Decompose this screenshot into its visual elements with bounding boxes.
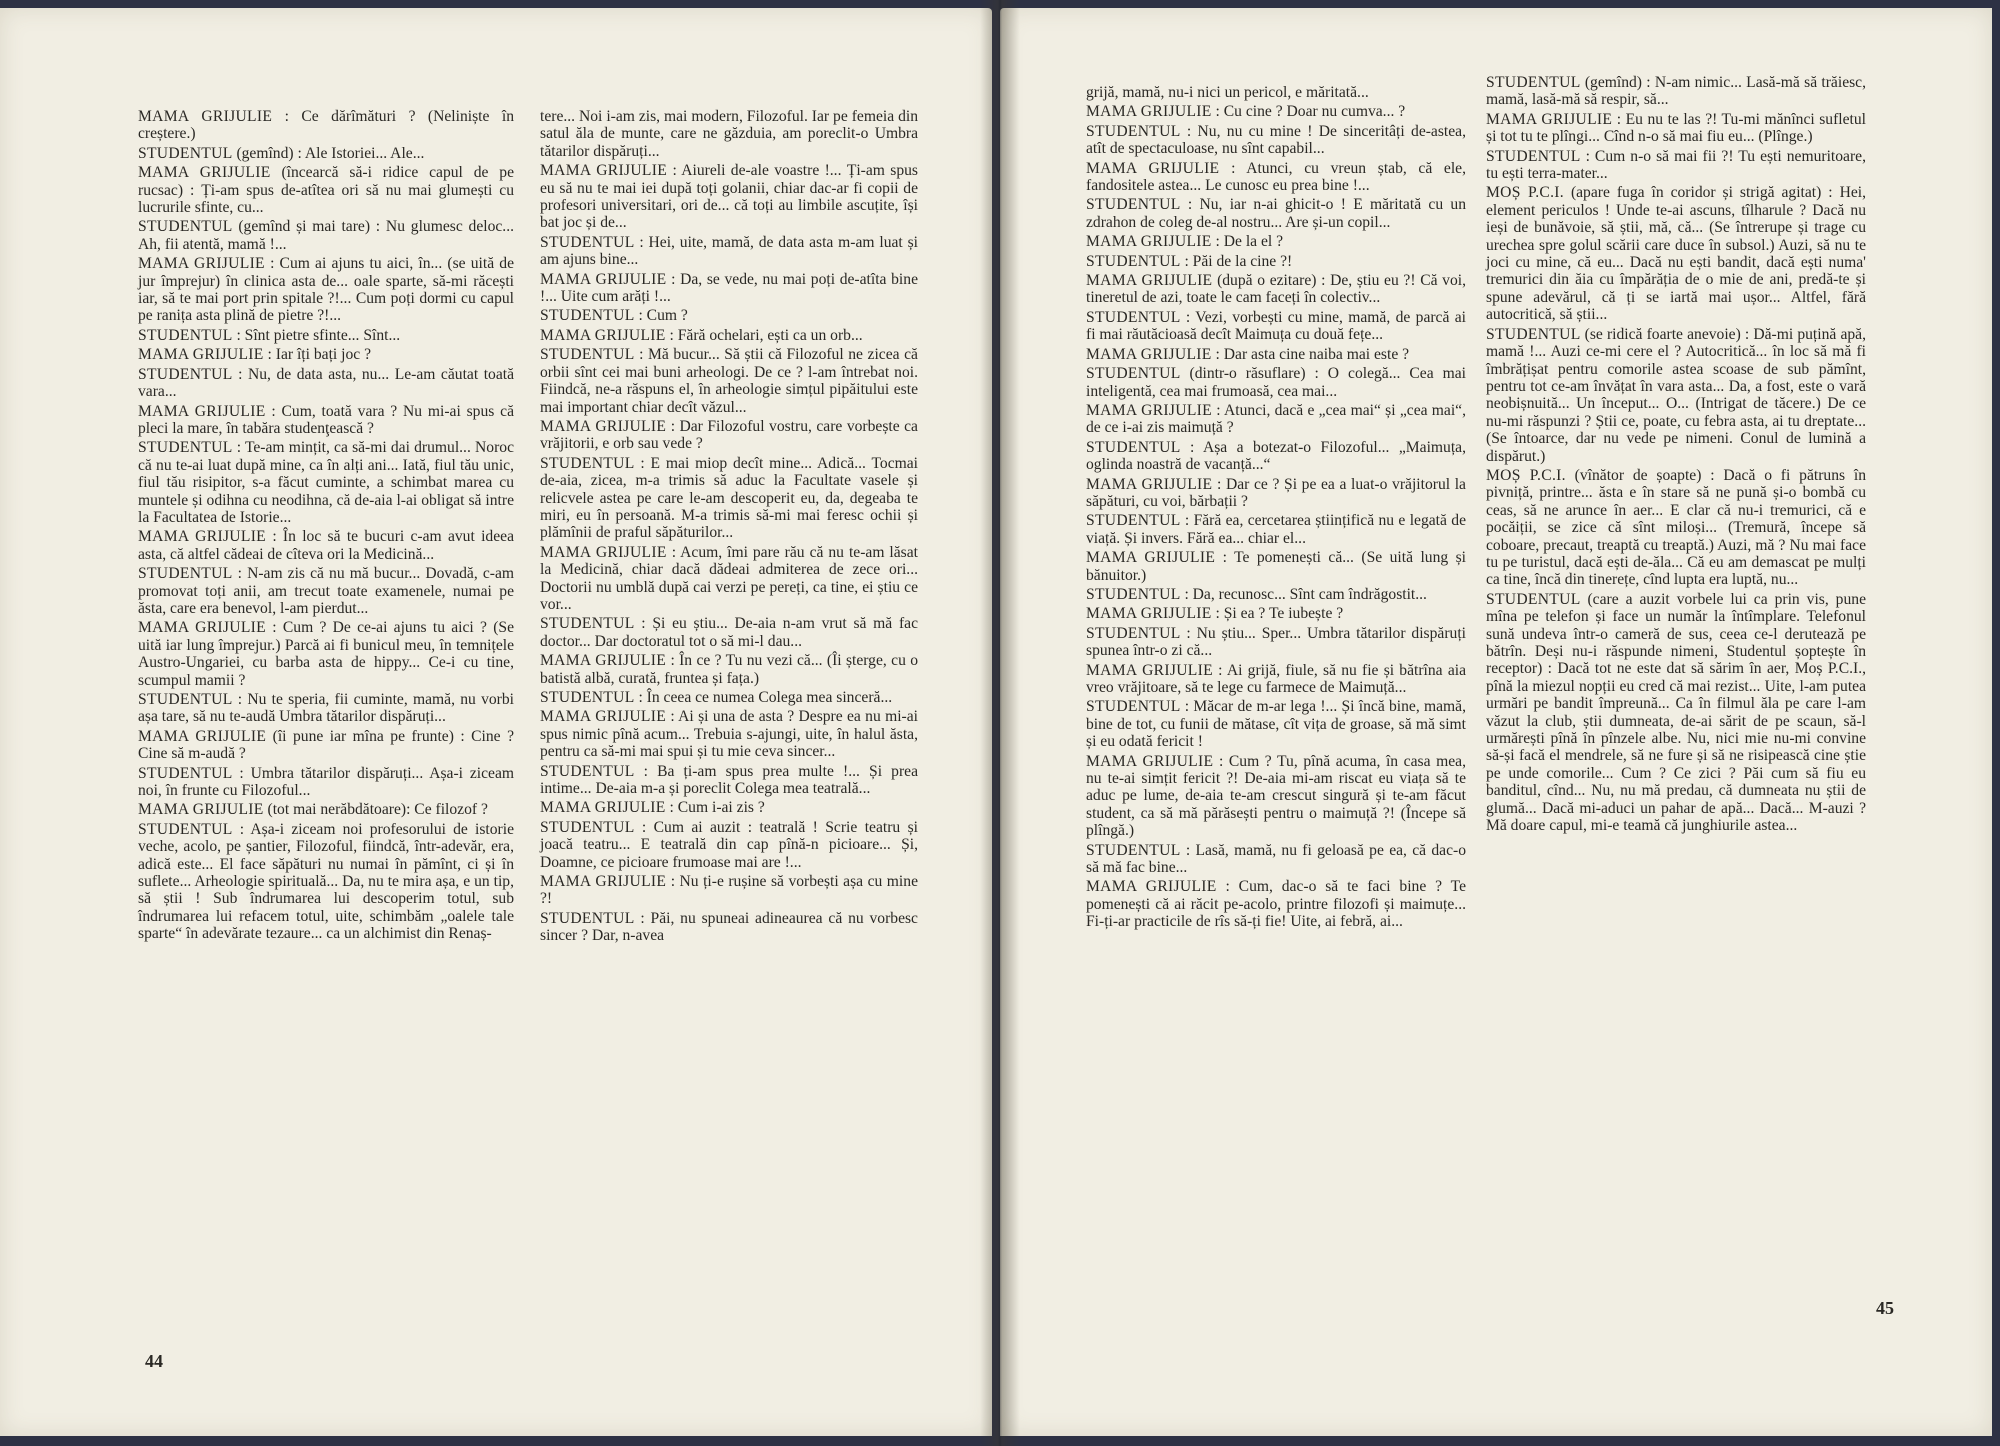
dialogue-line xyxy=(1486,74,1866,109)
speaker-name: MAMA GRIJULIE xyxy=(1086,401,1212,419)
speaker-name: MAMA GRIJULIE xyxy=(138,402,266,420)
speaker-name: MAMA GRIJULIE xyxy=(1086,605,1212,623)
dialogue-line xyxy=(1086,512,1466,547)
dialogue-line xyxy=(138,765,514,800)
dialogue-text: : N-am zis că nu mă bucur... Dovadă, c-am promovat toți anii, am trecut toate examenele, numai pe ăsta, care era benevol, l-am pierdut... xyxy=(138,565,514,617)
speaker-name: MAMA GRIJULIE xyxy=(1086,272,1213,290)
speaker-name: STUDENTUL xyxy=(540,818,635,836)
dialogue-line xyxy=(1486,111,1866,146)
speaker-name: MAMA GRIJULIE xyxy=(540,162,668,180)
speaker-name: MAMA GRIJULIE xyxy=(540,799,666,817)
speaker-name: MAMA GRIJULIE xyxy=(1086,475,1213,493)
speaker-name: MAMA GRIJULIE xyxy=(138,727,267,745)
column-4 xyxy=(1486,74,1866,836)
dialogue-line xyxy=(540,652,918,687)
dialogue-text: : Păi, nu spuneai adineaurea că nu vorbesc sincer ? Dar, n-avea xyxy=(540,909,918,945)
dialogue-text: : Așa a botezat-o Filozoful... „Maimuța, oglinda noastră de vacanță...“ xyxy=(1086,438,1466,474)
speaker-name: MAMA GRIJULIE xyxy=(1086,233,1212,251)
dialogue-line xyxy=(540,544,918,614)
speaker-name: STUDENTUL xyxy=(138,691,233,708)
speaker-name: MAMA GRIJULIE xyxy=(138,528,267,546)
speaker-name: STUDENTUL xyxy=(540,689,635,706)
dialogue-line xyxy=(1086,84,1466,101)
dialogue-line xyxy=(540,108,918,160)
dialogue-line xyxy=(1086,625,1466,660)
dialogue-line xyxy=(138,691,514,726)
dialogue-text: (gemînd) : N-am nimic... Lasă-mă să trăiesc, mamă, lasă-mă să respir, să... xyxy=(1486,74,1866,109)
speaker-name: MAMA GRIJULIE xyxy=(540,417,667,435)
dialogue-text: : Atunci, dacă e „cea mai“ și „cea mai“, de ce i-ai zis maimuță ? xyxy=(1086,401,1467,437)
dialogue-line xyxy=(540,689,918,706)
dialogue-text: : Iar îți bați joc ? xyxy=(267,346,372,364)
dialogue-text: tere... Noi i-am zis, mai modern, Filozoful. Iar pe femeia din satul ăla de munte, care ne găzduia, am poreclit-o Umbra tătarilor dispăruți... xyxy=(540,108,918,160)
dialogue-text: (după o ezitare) : De, știu eu ?! Că voi, tineretul de azi, toate le cam faceți în colectiv... xyxy=(1086,272,1466,307)
dialogue-line xyxy=(1086,586,1466,603)
dialogue-text: : Fără ea, cercetarea științifică nu e legată de viață. Și invers. Fără ea... chiar el... xyxy=(1086,512,1466,547)
dialogue-text: : Cum ai auzit : teatrală ! Scrie teatru și joacă teatru... E teatrală din cap pînă-n picioare... Și, Doamne, ce picioare frumoase mai are !... xyxy=(540,818,918,871)
dialogue-line xyxy=(1086,549,1466,584)
dialogue-text: : Cum ? De ce-ai ajuns tu aici ? (Se uită iar lung împrejur.) Parcă ai fi bunicul meu, în temnițele Austro-Ungariei, cu barba asta de hippy... Ce-i cu tine, scumpul mamii ? xyxy=(138,619,515,689)
dialogue-text: : În loc să te bucuri c-am avut ideea asta, că altfel cădeai de cîteva ori la Medicină... xyxy=(138,528,514,563)
dialogue-line xyxy=(1486,148,1866,183)
speaker-name: STUDENTUL xyxy=(1086,252,1181,270)
dialogue-text: : Aiureli de-ale voastre !... Ți-am spus eu să nu te mai iei după toți golanii, chiar dac-ar fi copii de profesori universitari, ori de... că toți au limbile ascuțite, își bat joc și de... xyxy=(540,162,919,232)
speaker-name: MAMA GRIJULIE xyxy=(540,326,666,344)
speaker-name: MAMA GRIJULIE xyxy=(1086,549,1216,567)
dialogue-line xyxy=(540,873,918,908)
dialogue-line xyxy=(1086,662,1466,697)
dialogue-text: : Eu nu te las ?! Tu-mi mănînci sufletul și tot tu te plîngi... Cînd n-o să mai fiu eu... (Plînge.) xyxy=(1486,110,1867,146)
speaker-name: MAMA GRIJULIE xyxy=(138,108,273,125)
speaker-name: MAMA GRIJULIE xyxy=(540,873,667,891)
speaker-name: STUDENTUL xyxy=(138,144,233,162)
dialogue-text: : Cum i-ai zis ? xyxy=(669,799,765,817)
dialogue-text: : Mă bucur... Să știi că Filozoful ne zicea că orbii sînt cei mai buni arheologi. De ce ? l-am întrebat noi. Fiindcă, ne-a răspuns el, în arheologie simțul pipăitului este mai important chiar decît văzul... xyxy=(540,346,918,416)
dialogue-line xyxy=(540,910,918,945)
speaker-name: STUDENTUL xyxy=(1086,585,1181,603)
speaker-name: STUDENTUL xyxy=(1486,147,1581,165)
dialogue-text: (apare fuga în coridor și strigă agitat) : Hei, element periculos ! Unde te-ai ascuns, tîlharule ? Dacă nu ieși de bunăvoie, să știi, mă, că... (Se întrerupe și trage cu urechea spre golul scării care duce în subsol.) Auzi, să nu te joci cu mine, că eu... Dacă nu ești bandit, dacă ești numa' tremurici din ăia cu împărăția de o mie de ani, predă-te și spune adevărul, că ți se iartă mai ușor... Altfel, fără autocritică, să știi... xyxy=(1486,184,1866,324)
dialogue-text: : Cu cine ? Doar nu cumva... ? xyxy=(1215,103,1406,121)
dialogue-line xyxy=(138,619,514,689)
speaker-name: STUDENTUL xyxy=(1086,122,1181,140)
speaker-name: MAMA GRIJULIE xyxy=(540,652,667,670)
dialogue-text: : Atunci, cu vreun ștab, că ele, fandositele astea... Le cunosc eu prea bine !... xyxy=(1086,159,1467,195)
dialogue-text: : În ceea ce numea Colega mea sinceră... xyxy=(638,689,893,706)
speaker-name: STUDENTUL xyxy=(540,346,635,364)
dialogue-text: : Și eu știu... De-aia n-am vrut să mă fac doctor... Dar doctoratul tot o să mi-l dau... xyxy=(540,615,918,650)
dialogue-text: : Așa-i ziceam noi profesorului de istorie veche, acolo, pe șantier, Filozoful, fiindcă, într-adevăr, era, adică este... El face săpături nu numai în pămînt, ci și în suflete... Arheologie spirituală... Da, nu te mira așa, e un tip, să știi ! Sub îndrumarea lui descoperim totul, sub îndrumarea lui refacem totul, uite, schimbăm „oalele tale sparte“ în adevărate tezaure... ca un alchimist din Renaș- xyxy=(138,820,515,943)
speaker-name: STUDENTUL xyxy=(540,454,635,472)
dialogue-text: : Ba ți-am spus prea multe !... Și prea intime... De-aia m-a și poreclit Colega mea teatrală... xyxy=(540,762,918,798)
page-number-right: 45 xyxy=(1876,1298,1894,1318)
speaker-name: STUDENTUL xyxy=(138,764,233,782)
dialogue-text: : Și ea ? Te iubește ? xyxy=(1215,605,1344,623)
dialogue-text: : Nu, de data asta, nu... Le-am căutat toată vara... xyxy=(138,365,514,401)
speaker-name: STUDENTUL xyxy=(1486,74,1581,91)
dialogue-line xyxy=(540,327,918,344)
dialogue-text: grijă, mamă, nu-i nici un pericol, e măritată... xyxy=(1086,84,1369,101)
dialogue-line xyxy=(1086,253,1466,270)
dialogue-text: (îi pune iar mîna pe frunte) : Cine ? Cine să m-audă ? xyxy=(138,727,514,763)
speaker-name: MAMA GRIJULIE xyxy=(138,346,264,364)
speaker-name: STUDENTUL xyxy=(138,439,233,457)
speaker-name: MAMA GRIJULIE xyxy=(138,255,265,273)
speaker-name: MAMA GRIJULIE xyxy=(1086,103,1212,121)
speaker-name: STUDENTUL xyxy=(1486,325,1581,343)
dialogue-text: : Da, recunosc... Sînt cam îndrăgostit... xyxy=(1184,585,1427,603)
speaker-name: MOȘ P.C.I. xyxy=(1486,184,1564,202)
speaker-name: STUDENTUL xyxy=(138,365,233,383)
dialogue-text: : Dar Filozoful vostru, care vorbește ca vrăjitorii, e orb sau vede ? xyxy=(540,417,918,453)
speaker-name: STUDENTUL xyxy=(540,233,635,251)
dialogue-line xyxy=(138,403,514,438)
dialogue-line xyxy=(1486,591,1866,835)
dialogue-text: : Cum ? xyxy=(638,307,688,325)
dialogue-line xyxy=(540,346,918,416)
dialogue-line xyxy=(540,162,918,232)
dialogue-line xyxy=(540,799,918,816)
dialogue-text: : Ai și una de asta ? Despre ea nu mi-ai spus nimic pînă acum... Trebuia s-ajungi, uite, în halul ăsta, pentru ca să-mi mai spui și tu mie ceva sincer... xyxy=(540,708,918,761)
dialogue-line xyxy=(1086,123,1466,158)
dialogue-text: : De la el ? xyxy=(1215,233,1284,251)
speaker-name: STUDENTUL xyxy=(138,326,233,344)
dialogue-text: : În ce ? Tu nu vezi că... (Îi șterge, cu o batistă albă, curată, fruntea și fața.) xyxy=(540,652,919,687)
speaker-name: MOȘ P.C.I. xyxy=(1486,466,1566,484)
speaker-name: STUDENTUL xyxy=(540,615,635,633)
speaker-name: MAMA GRIJULIE xyxy=(540,270,667,288)
dialogue-line xyxy=(540,271,918,306)
column-1 xyxy=(138,108,514,945)
dialogue-text: (gemînd) : Ale Istoriei... Ale... xyxy=(236,144,425,162)
speaker-name: STUDENTUL xyxy=(540,307,635,325)
dialogue-line xyxy=(138,528,514,563)
speaker-name: MAMA GRIJULIE xyxy=(1086,345,1212,363)
dialogue-line xyxy=(1086,476,1466,511)
dialogue-text: (care a auzit vorbele lui ca prin vis, pune mîna pe telefon și face un număr la întîmplare. Telefonul sună undeva într-o cameră de sus, ceea ce-l derutează pe bătrîn. Deși nu-i răspunde nimeni, Studentul șoptește în receptor) : Dacă tot ne este dat să sărim în aer, Moș P.C.I., pînă la miezul nopții eu cred că mai rezist... Uite, l-am putea urmări pe bandit împreună... Ca în filmul ăla pe care l-am văzut la club, știi dumneata, de-ai sărit de pe scaun, să-l urmărești pînă în pînzele albe. Nu, nici mie nu-mi convine să-și facă el mendrele, să ne fure și să ne risipească cine știe pe unde comorile... Cum ? Ce zici ? Păi cum să fiu eu banditul, cînd... Nu, nu mă predau, că dumneata nu știi de glumă... Dacă mi-aduci un pahar de apă... Dacă... M-auzi ? Mă doare capul, mi-e teamă că junghiurile astea... xyxy=(1486,590,1866,835)
speaker-name: MAMA GRIJULIE xyxy=(1086,159,1220,177)
dialogue-text: : Dar ce ? Și pe ea a luat-o vrăjitorul la săpături, cu voi, bărbații ? xyxy=(1086,475,1466,510)
dialogue-text: (dintr-o răsuflare) : O colegă... Cea mai inteligentă, cea mai frumoasă, cea mai... xyxy=(1086,365,1466,400)
dialogue-text: : Măcar de m-ar lega !... Și încă bine, mamă, bine de tot, cu funii de mătase, cît vița de groase, să mă simt și eu odată fericit ! xyxy=(1086,698,1466,751)
dialogue-text: : E mai miop decît mine... Adică... Tocmai de-aia, zicea, m-a trimis să aduc la Facultate vasele și relicvele astea pe care le-am descoperit eu, da, degeaba te miri, eu în persoană. M-a trimis să-mi mai feresc ochii și plămînii de praful săpăturilor... xyxy=(540,454,918,542)
speaker-name: MAMA GRIJULIE xyxy=(138,801,264,819)
speaker-name: MAMA GRIJULIE xyxy=(1086,752,1214,770)
dialogue-line xyxy=(1086,160,1466,195)
speaker-name: STUDENTUL xyxy=(1086,438,1181,456)
dialogue-text: : Acum, îmi pare rău că nu te-am lăsat la Medicină, chiar dacă dădeai admiterea de zece ori... Doctorii nu umblă după cai verzi pe pereți, ca tine, ei știu ce vor... xyxy=(540,543,919,613)
dialogue-text: (se ridică foarte anevoie) : Dă-mi puțină apă, mamă !... Auzi ce-mi cere el ? Autocritică... în loc să mă fi îmbrățișat pentru comorile astea scoase de sub pămînt, pentru tot ce-am învățat în vara asta... Da, a fost, este o vară neobișnuită... Un început... O... (Intrigat de tăcere.) De ce nu-mi răspunzi ? Știi ce, poate, cu febra asta, ai tu dreptate... (Se întoarce, dar nu vede pe nimeni. Conul de lumină a dispărut.) xyxy=(1486,325,1866,465)
dialogue-text: : Nu ți-e rușine să vorbești așa cu mine ?! xyxy=(540,873,918,908)
dialogue-text: : Ai grijă, fiule, să nu fie și bătrîna aia vreo vrăjitoare, să te lege cu farmece de Maimuță... xyxy=(1086,661,1466,696)
dialogue-text: : Cum, toată vara ? Nu mi-ai spus că pleci la mare, în tabăra studenţească ? xyxy=(138,402,515,437)
dialogue-line xyxy=(540,763,918,798)
dialogue-line xyxy=(1086,878,1466,930)
dialogue-line xyxy=(540,234,918,269)
dialogue-text: : Cum ai ajuns tu aici, în... (se uită de jur împrejur) în clinica asta de... oale sparte, să-mi răcești iar, să te mai port prin spitale ?!... Cum poți dormi cu capul pe ranița asta plină de pietre ?!... xyxy=(138,255,514,325)
dialogue-line xyxy=(138,801,514,818)
dialogue-text: : Păi de la cine ?! xyxy=(1184,252,1293,270)
dialogue-line xyxy=(1086,698,1466,750)
dialogue-line xyxy=(138,255,514,325)
dialogue-line xyxy=(1086,439,1466,474)
dialogue-line xyxy=(1086,842,1466,877)
left-page xyxy=(0,8,992,1436)
dialogue-text: : Cum, dac-o să te faci bine ? Te pomenești că ai răcit pe-acolo, printre filozofi și maimuțe... Fi-ți-ar practicile de rîs să-ți fie! Uite, ai febră, ai... xyxy=(1086,878,1466,931)
dialogue-line xyxy=(1486,184,1866,323)
dialogue-line xyxy=(138,821,514,943)
dialogue-text: : Cum n-o să mai fii ?! Tu ești nemuritoare, tu ești terra-mater... xyxy=(1486,147,1866,183)
speaker-name: MAMA GRIJULIE xyxy=(540,543,667,561)
dialogue-line xyxy=(138,565,514,617)
speaker-name: MAMA GRIJULIE xyxy=(1486,110,1613,128)
dialogue-line xyxy=(1086,103,1466,120)
speaker-name: MAMA GRIJULIE xyxy=(138,164,271,182)
dialogue-line xyxy=(1086,402,1466,437)
dialogue-line xyxy=(138,108,514,143)
dialogue-text: (încearcă să-i ridice capul de pe rucsac) : Ți-am spus de-atîtea ori să nu mai glumești cu lucrurile sfinte, cu... xyxy=(138,164,515,217)
dialogue-line xyxy=(138,346,514,363)
dialogue-line xyxy=(1486,467,1866,589)
speaker-name: STUDENTUL xyxy=(138,565,233,583)
dialogue-text: : Fără ochelari, ești ca un orb... xyxy=(669,326,863,344)
dialogue-line xyxy=(1086,365,1466,400)
right-page xyxy=(1000,8,1992,1436)
dialogue-line xyxy=(540,307,918,324)
dialogue-text: : Ce dărîmături ? (Neliniște în creștere.) xyxy=(138,108,514,143)
dialogue-text: (gemînd și mai tare) : Nu glumesc deloc... Ah, fii atentă, mamă !... xyxy=(138,218,514,253)
dialogue-line xyxy=(1086,233,1466,250)
dialogue-text: : Nu, iar n-ai ghicit-o ! E măritată cu un zdrahon de coleg de-al nostru... Are și-un copil... xyxy=(1086,196,1466,231)
dialogue-text: (tot mai nerăbdătoare): Ce filozof ? xyxy=(267,801,488,819)
dialogue-text: : Lasă, mamă, nu fi geloasă pe ea, că dac-o să mă fac bine... xyxy=(1086,841,1467,877)
dialogue-text: : Dar asta cine naiba mai este ? xyxy=(1215,345,1410,363)
speaker-name: STUDENTUL xyxy=(540,909,635,927)
speaker-name: STUDENTUL xyxy=(1086,365,1181,383)
speaker-name: STUDENTUL xyxy=(1086,512,1181,530)
column-2 xyxy=(540,108,918,947)
speaker-name: MAMA GRIJULIE xyxy=(138,619,266,637)
speaker-name: STUDENTUL xyxy=(540,762,635,780)
dialogue-line xyxy=(1086,196,1466,231)
dialogue-line xyxy=(1486,326,1866,465)
speaker-name: STUDENTUL xyxy=(138,218,233,236)
dialogue-line xyxy=(1086,346,1466,363)
speaker-name: MAMA GRIJULIE xyxy=(1086,661,1213,679)
dialogue-text: : Sînt pietre sfinte... Sînt... xyxy=(236,326,401,344)
dialogue-text: : Nu știu... Sper... Umbra tătarilor dispăruți spunea într-o zi că... xyxy=(1086,624,1466,660)
speaker-name: MAMA GRIJULIE xyxy=(540,708,667,726)
dialogue-line xyxy=(540,418,918,453)
dialogue-text: : Te-am mințit, ca să-mi dai drumul... Noroc că nu te-ai luat după mine, ca în alți ani... Iată, fiul tău unic, fiul tău risipitor, s-a făcut cuminte, a schimbat marea cu muntele și odihna cu neodihna, că de-aia l-ai obligat să intre la Facultatea de Istorie... xyxy=(138,439,515,526)
dialogue-line xyxy=(1086,753,1466,840)
column-3 xyxy=(1086,84,1466,933)
speaker-name: STUDENTUL xyxy=(1486,590,1581,608)
speaker-name: STUDENTUL xyxy=(1086,624,1181,642)
dialogue-line xyxy=(138,218,514,253)
dialogue-text: : Umbra tătarilor dispăruți... Așa-i ziceam noi, în frunte cu Filozoful... xyxy=(138,764,514,800)
dialogue-line xyxy=(138,164,514,216)
dialogue-text: : Vezi, vorbești cu mine, mamă, de parcă ai fi mai răutăcioasă decît Maimuța cu două fețe... xyxy=(1086,308,1466,344)
dialogue-line xyxy=(138,439,514,526)
dialogue-line xyxy=(1086,309,1466,344)
speaker-name: STUDENTUL xyxy=(1086,308,1181,326)
dialogue-text: : Cum ? Tu, pînă acuma, în casa mea, nu te-ai simțit fericit ?! De-aia mi-am riscat eu viața să te aduc pe lume, de-aia te-am crescut singură și te-am făcut student, ca să mă părăsești pentru o maimuță ?! (Începe să plîngă.) xyxy=(1086,752,1466,840)
dialogue-line xyxy=(540,615,918,650)
dialogue-text: : Nu, nu cu mine ! De sinceritâți de-astea, atît de spectaculoase, nu sînt capabil... xyxy=(1086,122,1466,158)
dialogue-text: (vînător de șoapte) : Dacă o fi pătruns în pivniță, printre... ăsta e în stare să ne pună și-o bombă cu ceas, să ne arunce în aer... E clar că nu-i tremurici, că e pocăiții, se zice că sînt miloși... (Tremură, începe să coboare, precaut, treaptă cu treaptă.) Auzi, mă ? Nu mai face tu pe turistul, dacă ești de-ăla... Că eu am demascat pe mulți ca tine, încă din tinerețe, cînd lupta era luptă, nu... xyxy=(1486,466,1866,589)
dialogue-line xyxy=(540,455,918,542)
dialogue-line xyxy=(138,366,514,401)
speaker-name: MAMA GRIJULIE xyxy=(1086,878,1217,896)
speaker-name: STUDENTUL xyxy=(1086,698,1181,716)
dialogue-text: : Te pomenești că... (Se uită lung și bănuitor.) xyxy=(1086,549,1467,584)
dialogue-line xyxy=(1086,272,1466,307)
dialogue-text: : Da, se vede, nu mai poți de-atîta bine !... Uite cum arăți !... xyxy=(540,270,918,306)
dialogue-line xyxy=(1086,605,1466,622)
page-number-left: 44 xyxy=(145,1351,163,1371)
dialogue-text: : Hei, uite, mamă, de data asta m-am luat și am ajuns bine... xyxy=(540,233,919,269)
dialogue-line xyxy=(138,728,514,763)
speaker-name: STUDENTUL xyxy=(1086,196,1181,214)
dialogue-text: : Nu te speria, fii cuminte, mamă, nu vorbi așa tare, să nu te-audă Umbra tătarilor dispăruți... xyxy=(138,691,514,726)
dialogue-line xyxy=(540,708,918,760)
dialogue-line xyxy=(138,145,514,162)
speaker-name: STUDENTUL xyxy=(138,820,233,838)
speaker-name: STUDENTUL xyxy=(1086,841,1181,859)
dialogue-line xyxy=(138,327,514,344)
dialogue-line xyxy=(540,819,918,871)
